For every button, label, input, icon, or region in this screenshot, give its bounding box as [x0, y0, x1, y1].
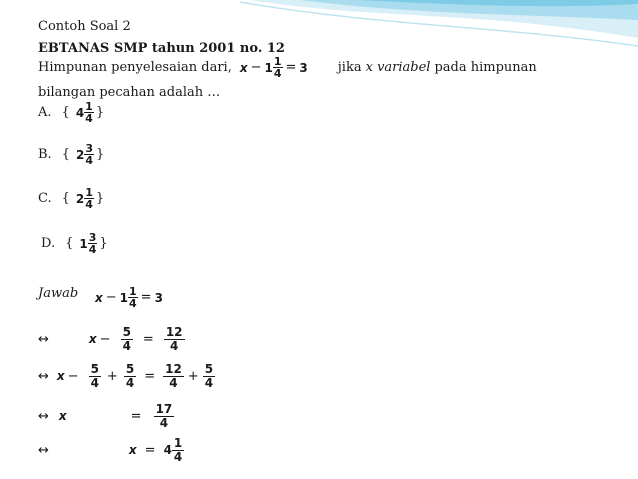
- step2-minus: −: [67, 368, 79, 384]
- step2-rnum2: 5: [204, 362, 214, 376]
- step2-arrow: ↔: [38, 368, 49, 384]
- question-eq-rhs: 3: [299, 60, 308, 75]
- answer-label: Jawab: [38, 286, 79, 301]
- step3-arrow: ↔: [38, 408, 49, 424]
- eq0-fraction: [128, 286, 138, 309]
- step2-var: x: [56, 369, 65, 384]
- step2-rden: 4: [163, 376, 184, 390]
- eq0-whole: 1: [119, 290, 129, 305]
- option-d: [41, 232, 108, 255]
- step1-arrow: ↔: [38, 331, 49, 347]
- option-b-num: 3: [85, 142, 93, 155]
- option-d-close: }: [99, 236, 108, 251]
- question-eq-var: x: [239, 60, 248, 75]
- option-d-value: [79, 232, 97, 255]
- option-a-den: 4: [85, 112, 93, 125]
- option-d-den: 4: [88, 243, 97, 256]
- step2-rhs-fraction-1: [163, 363, 184, 389]
- option-b-close: }: [95, 147, 105, 162]
- answer-step-1: [38, 326, 185, 352]
- step2-rnum: 12: [165, 362, 182, 376]
- step3-equals: =: [130, 408, 142, 424]
- option-c-open: {: [61, 191, 70, 206]
- option-a-close: }: [95, 105, 105, 120]
- option-d-num: 3: [88, 231, 97, 244]
- question-line-1: [38, 56, 537, 79]
- option-a-label: A.: [38, 105, 52, 120]
- eq0-equals: =: [140, 290, 152, 305]
- step2-plus: +: [106, 368, 118, 384]
- step2-num: 5: [90, 362, 99, 376]
- answer-step-3: [38, 403, 174, 429]
- option-a-num: 1: [85, 100, 93, 113]
- step2-num2: 5: [125, 362, 135, 376]
- eq0-rhs: 3: [154, 290, 163, 305]
- step3-var: x: [58, 409, 67, 424]
- step2-rden2: 4: [204, 375, 214, 390]
- question-suffix-var: x variabel: [365, 60, 431, 75]
- question-eq-den: 4: [273, 67, 282, 80]
- step4-fraction: [172, 437, 184, 463]
- step1-equals: =: [142, 331, 154, 347]
- option-c-whole: 2: [75, 191, 85, 206]
- eq0-var: x: [95, 290, 103, 305]
- step2-plus-2: +: [187, 368, 199, 384]
- option-b-fraction: [84, 143, 94, 166]
- step1-rnum: 12: [165, 325, 183, 339]
- option-a-open: {: [61, 105, 70, 120]
- step3-rnum: 17: [155, 402, 173, 416]
- step1-rhs-fraction: [164, 326, 185, 352]
- step1-fraction: [121, 326, 133, 352]
- question-eq-minus: −: [250, 60, 262, 75]
- step4-mixed: [164, 437, 185, 463]
- question-eq-num: 1: [273, 55, 282, 68]
- step4-equals: =: [144, 442, 156, 458]
- option-d-label: D.: [41, 236, 56, 251]
- answer-equation-0: [95, 286, 163, 309]
- option-d-fraction: [88, 232, 98, 255]
- step4-num: 1: [173, 436, 183, 450]
- step2-equals: =: [144, 368, 156, 384]
- step2-rhs-fraction-2: [203, 363, 215, 389]
- option-c-num: 1: [85, 186, 93, 199]
- step1-rden: 4: [164, 339, 185, 353]
- step3-rhs-fraction: [154, 403, 175, 429]
- option-c-label: C.: [38, 191, 52, 206]
- option-a: [38, 101, 104, 124]
- option-a-whole: 4: [75, 105, 85, 120]
- option-b-open: {: [61, 147, 70, 162]
- question-suffix-1: jika: [337, 60, 362, 75]
- option-b-label: B.: [38, 147, 52, 162]
- question-suffix-2: pada himpunan: [434, 60, 537, 75]
- option-c-den: 4: [85, 198, 93, 211]
- eq0-minus: −: [105, 290, 117, 305]
- option-d-whole: 1: [79, 236, 88, 251]
- eq0-num: 1: [129, 285, 137, 298]
- step2-fraction-2: [124, 363, 136, 389]
- option-a-value: [76, 101, 94, 124]
- step4-den: 4: [173, 449, 183, 464]
- step1-var: x: [88, 332, 97, 347]
- option-c-fraction: [84, 187, 94, 210]
- step2-fraction-1: [89, 363, 101, 389]
- option-b-den: 4: [85, 154, 93, 167]
- step1-minus: −: [99, 331, 111, 347]
- eq0-den: 4: [129, 297, 137, 310]
- option-c-value: [76, 187, 94, 210]
- step4-var: x: [128, 443, 137, 458]
- question-prefix: Himpunan penyelesaian dari,: [38, 60, 232, 75]
- option-c: [38, 187, 104, 210]
- option-a-fraction: [84, 101, 94, 124]
- question-line-2: bilangan pecahan adalah …: [38, 85, 221, 100]
- step1-den: 4: [122, 338, 131, 353]
- question-eq-fraction: [273, 56, 283, 79]
- step4-arrow: ↔: [38, 442, 49, 458]
- question-eq-mixed: [265, 56, 283, 79]
- step3-rden: 4: [154, 416, 175, 430]
- step2-den2: 4: [125, 375, 135, 390]
- option-b-whole: 2: [75, 147, 85, 162]
- exam-source: EBTANAS SMP tahun 2001 no. 12: [38, 41, 285, 56]
- option-d-open: {: [65, 236, 74, 251]
- eq0-mixed: [120, 286, 138, 309]
- step1-num: 5: [122, 325, 131, 339]
- option-c-close: }: [95, 191, 105, 206]
- step4-whole: 4: [163, 443, 172, 458]
- question-eq-whole: 1: [264, 60, 273, 75]
- slide-title: Contoh Soal 2: [38, 19, 131, 34]
- step2-den: 4: [90, 375, 99, 390]
- question-eq-equals: =: [285, 60, 297, 75]
- option-b-value: [76, 143, 94, 166]
- answer-step-2: [38, 363, 215, 389]
- answer-step-4: [38, 437, 184, 463]
- option-b: [38, 143, 104, 166]
